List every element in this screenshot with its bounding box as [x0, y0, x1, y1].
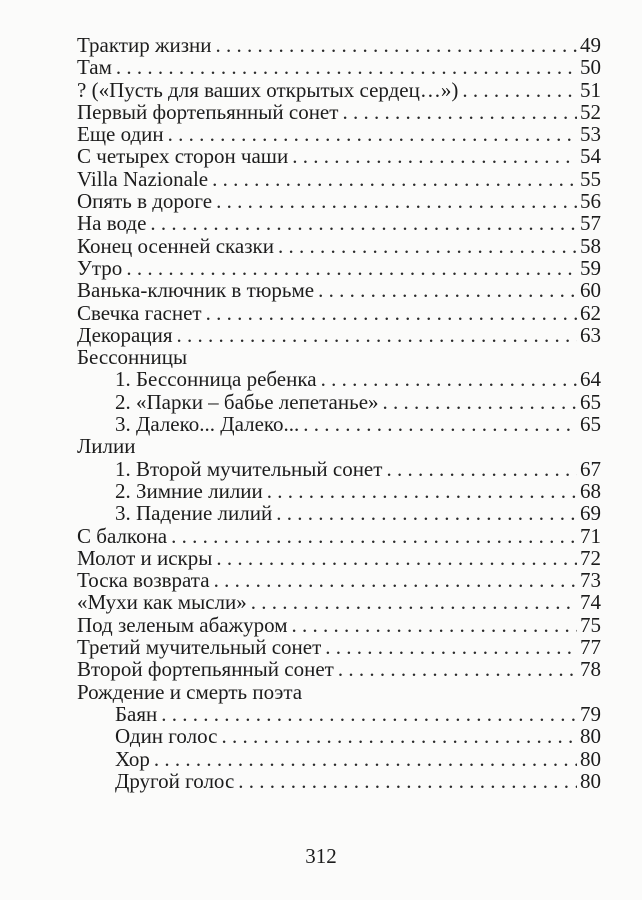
toc-entry-page: 58 [580, 233, 601, 258]
toc-entry-title: 3. Далеко... Далеко... [115, 412, 300, 437]
dot-leader [386, 458, 577, 480]
toc-entry-page: 74 [580, 590, 601, 615]
toc-entry-title: С четырех сторон чаши [77, 144, 289, 169]
toc-entry-page: 53 [580, 122, 601, 147]
toc-entry-title: Лилии [77, 434, 136, 459]
dot-leader [126, 257, 577, 279]
dot-leader [267, 480, 577, 502]
toc-entry [77, 123, 601, 145]
dot-leader [154, 748, 577, 770]
dot-leader [292, 145, 577, 167]
dot-leader [462, 79, 577, 101]
toc-entry-title: С балкона [77, 523, 168, 548]
dot-leader [216, 190, 577, 212]
toc-entry-title: Под зеленым абажуром [77, 612, 288, 637]
toc-section-heading [77, 346, 601, 368]
toc-entry-title: 1. Второй мучительный сонет [115, 456, 383, 481]
toc-entry-title: Другой голос [115, 768, 235, 793]
toc-entry [77, 458, 601, 480]
toc-entry [77, 748, 601, 770]
toc-entry-page: 72 [580, 545, 601, 570]
toc-entry-title: 2. «Парки – бабье лепетанье» [115, 389, 379, 414]
toc-section-heading [77, 435, 601, 457]
dot-leader [215, 34, 577, 56]
toc-entry-title: Хор [115, 746, 150, 771]
toc-entry-title: Баян [115, 701, 158, 726]
toc-entry [77, 235, 601, 257]
toc-entry [77, 257, 601, 279]
toc-entry [77, 525, 601, 547]
toc-entry-page: 80 [580, 768, 601, 793]
toc-entry-title: Трактир жизни [77, 33, 212, 57]
toc-entry [77, 101, 601, 123]
dot-leader [342, 101, 577, 123]
toc-entry-page: 67 [580, 456, 601, 481]
toc-entry-title: Рождение и смерть поэта [77, 679, 303, 704]
dot-leader [177, 324, 578, 346]
toc-entry-title: Молот и искры [77, 545, 213, 570]
dot-leader [150, 212, 577, 234]
toc-entry-page: 49 [580, 33, 601, 57]
toc-entry-page: 75 [580, 612, 601, 637]
toc-entry-page: 80 [580, 746, 601, 771]
toc-entry-title: Первый фортепьянный сонет [77, 99, 339, 124]
toc-entry [77, 770, 601, 792]
toc-entry-title: «Мухи как мысли» [77, 590, 247, 615]
toc-entry [77, 168, 601, 190]
dot-leader [321, 368, 577, 390]
toc-entry [77, 480, 601, 502]
toc-entry-title: Второй фортепьянный сонет [77, 657, 334, 682]
dot-leader [383, 391, 577, 413]
dot-leader [212, 168, 577, 190]
toc-entry-title: Там [77, 55, 112, 80]
toc-section-heading [77, 681, 601, 703]
toc-entry [77, 302, 601, 324]
toc-entry-page: 71 [580, 523, 601, 548]
toc-entry-page: 50 [580, 55, 601, 80]
toc-entry-page: 78 [580, 657, 601, 682]
toc-entry-title: Еще один [77, 122, 164, 147]
dot-leader [214, 569, 577, 591]
dot-leader [338, 658, 577, 680]
dot-leader [238, 770, 577, 792]
toc-entry-page: 77 [580, 635, 601, 660]
toc-entry-title: 3. Падение лилий [115, 501, 273, 526]
toc-entry-title: 2. Зимние лилии [115, 478, 263, 503]
toc-entry [77, 636, 601, 658]
dot-leader [292, 614, 577, 636]
toc-entry-page: 63 [580, 322, 601, 347]
toc-entry-page: 54 [580, 144, 601, 169]
toc-entry-page: 52 [580, 99, 601, 124]
toc-entry-page: 68 [580, 478, 601, 503]
toc-entry-page: 65 [580, 389, 601, 414]
toc-entry-page: 55 [580, 166, 601, 191]
toc-entry [77, 591, 601, 613]
toc-entry [77, 56, 601, 78]
dot-leader [276, 502, 577, 524]
dot-leader [325, 636, 577, 658]
toc-entry-page: 62 [580, 300, 601, 325]
toc-entry-title: На воде [77, 211, 147, 236]
toc-entry-title: Один голос [115, 724, 218, 749]
toc-entry-page: 59 [580, 255, 601, 280]
toc-entry-title: 1. Бессонница ребенка [115, 367, 317, 392]
toc-entry-title: Утро [77, 255, 123, 280]
toc-entry [77, 413, 601, 435]
toc-entry-page: 73 [580, 568, 601, 593]
dot-leader [216, 547, 577, 569]
toc-entry [77, 658, 601, 680]
toc-entry-title: Villa Nazionale [77, 166, 209, 191]
dot-leader [206, 302, 577, 324]
dot-leader [278, 235, 577, 257]
dot-leader [318, 279, 577, 301]
page-number: 312 [305, 844, 337, 868]
dot-leader [221, 725, 577, 747]
toc-entry [77, 34, 601, 56]
toc-entry [77, 145, 601, 167]
dot-leader [116, 56, 577, 78]
dot-leader [303, 413, 577, 435]
toc-entry-title: Третий мучительный сонет [77, 635, 322, 660]
toc-entry-title: Конец осенней сказки [77, 233, 274, 258]
toc-entry-page: 57 [580, 211, 601, 236]
dot-leader [251, 591, 577, 613]
toc-entry [77, 547, 601, 569]
toc-entry-page: 79 [580, 701, 601, 726]
toc-entry [77, 391, 601, 413]
toc-entry [77, 725, 601, 747]
toc-entry-page: 65 [580, 412, 601, 437]
dot-leader [168, 123, 577, 145]
toc-entry-page: 80 [580, 724, 601, 749]
toc-entry-title: ? («Пусть для ваших открытых сердец…») [77, 77, 459, 102]
dot-leader [171, 525, 577, 547]
toc-entry-page: 69 [580, 501, 601, 526]
toc-entry [77, 703, 601, 725]
toc-entry-title: Опять в дороге [77, 189, 213, 214]
toc-entry-title: Ванька-ключник в тюрьме [77, 278, 315, 303]
table-of-contents [77, 34, 601, 792]
toc-entry-page: 64 [580, 367, 601, 392]
toc-entry-page: 56 [580, 189, 601, 214]
toc-entry-title: Тоска возврата [77, 568, 210, 593]
toc-entry [77, 79, 601, 101]
toc-entry [77, 279, 601, 301]
toc-entry [77, 190, 601, 212]
toc-entry [77, 324, 601, 346]
toc-entry-page: 51 [580, 77, 601, 102]
toc-entry [77, 502, 601, 524]
toc-entry [77, 212, 601, 234]
toc-entry [77, 368, 601, 390]
dot-leader [161, 703, 577, 725]
toc-entry [77, 614, 601, 636]
toc-entry-title: Бессонницы [77, 345, 188, 370]
toc-entry [77, 569, 601, 591]
toc-entry-title: Декорация [77, 322, 173, 347]
toc-entry-title: Свечка гаснет [77, 300, 202, 325]
toc-entry-page: 60 [580, 278, 601, 303]
